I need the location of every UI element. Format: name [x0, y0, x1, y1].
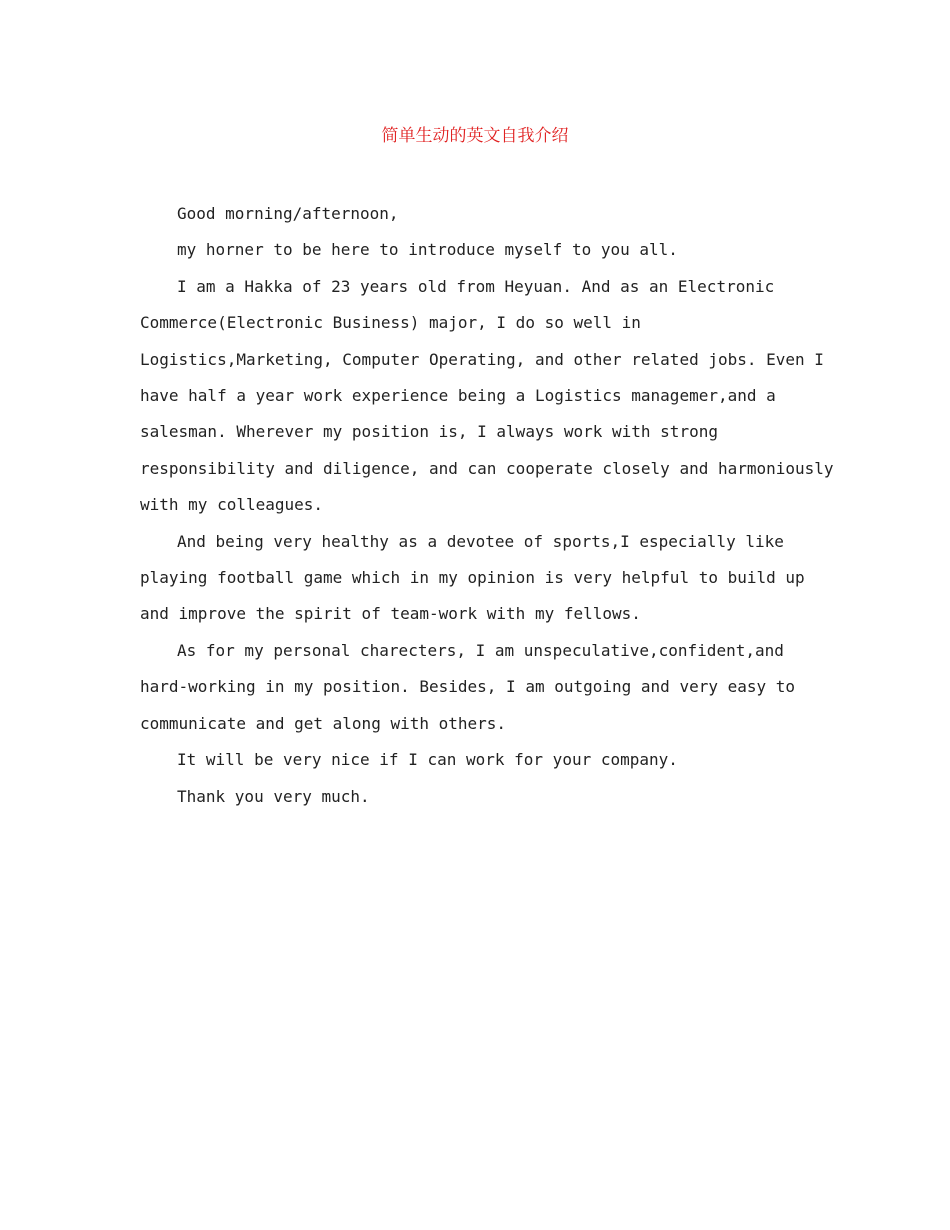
paragraph-line: I am a Hakka of 23 years old from Heyuan. And as an Electronic [177, 276, 775, 296]
paragraph-line: playing football game which in my opinion is very helpful to build up [140, 568, 805, 588]
paragraph-line: hard-working in my position. Besides, I am outgoing and very easy to [140, 677, 796, 697]
thanks-line: Thank you very much. [177, 786, 370, 806]
paragraph-line: salesman. Wherever my position is, I always work with strong [140, 422, 718, 442]
document-title: 简单生动的英文自我介绍 [381, 126, 569, 146]
paragraph-line: Commerce(Electronic Business) major, I do so well in [140, 313, 641, 333]
greeting-line: Good morning/afternoon, [177, 204, 399, 223]
paragraph-line: And being very healthy as a devotee of sports,I especially like [177, 531, 784, 551]
intro-line: my horner to be here to introduce myself to you all. [177, 240, 678, 260]
document-body [140, 196, 840, 815]
paragraph-line: have half a year work experience being a Logistics managemer,and a [140, 386, 776, 406]
paragraph-line: responsibility and diligence, and can cooperate closely and harmoniously [140, 458, 834, 478]
paragraph-line: As for my personal charecters, I am unspeculative,confident,and [177, 640, 784, 660]
paragraph-line: with my colleagues. [140, 495, 324, 515]
paragraph-line: Logistics,Marketing, Computer Operating, and other related jobs. Even I [140, 349, 824, 369]
closing-line: It will be very nice if I can work for your company. [177, 750, 678, 770]
paragraph-line: communicate and get along with others. [140, 713, 507, 733]
paragraph-line: and improve the spirit of team-work with my fellows. [140, 604, 641, 624]
